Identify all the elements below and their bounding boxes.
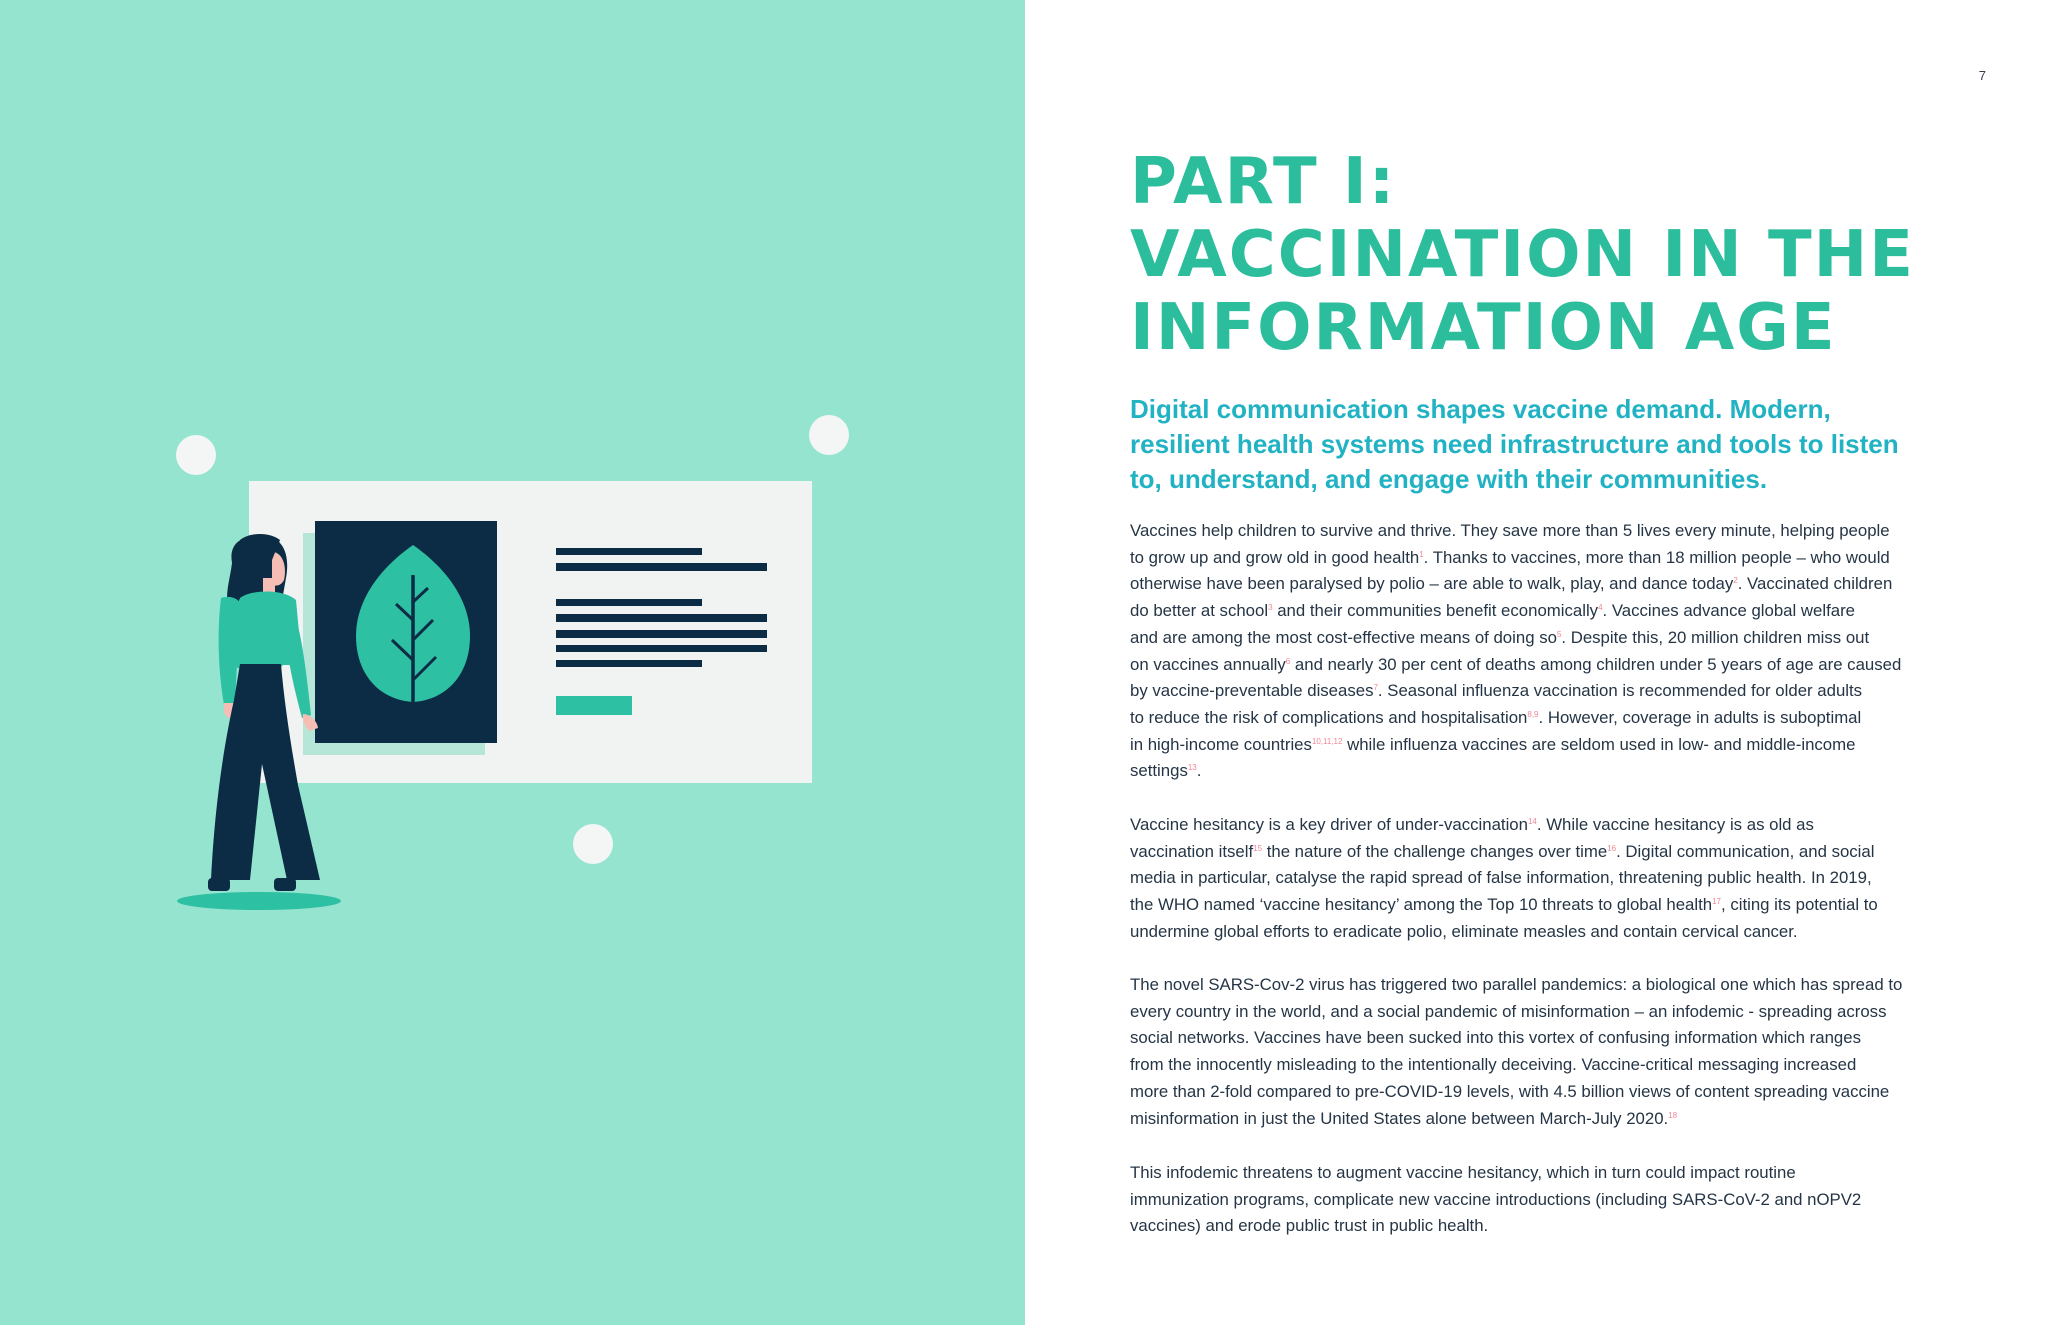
footnote-ref: 4 (1598, 603, 1603, 613)
body-line: more than 2-fold compared to pre-COVID-19 levels, with 4.5 billion views of content spreading vaccine (1130, 1081, 1890, 1101)
body-line: to reduce the risk of complications and hospitalisation$^{8,9}$. However, coverage in adults is suboptimal (1130, 707, 1862, 727)
footnote-ref: 17 (1712, 897, 1721, 907)
footnote-ref: 3 (1268, 603, 1273, 613)
decorative-dot-left (176, 435, 216, 475)
footnote-ref: 7 (1373, 683, 1378, 693)
body-line: do better at school$^3$ and their communities benefit economically$^4$. Vaccines advance global welfare (1130, 601, 1856, 621)
page-number: 7 (1978, 68, 1986, 83)
title-line: PART I: (1130, 145, 1397, 219)
body-line: to grow up and grow old in good health$^1$. Thanks to vaccines, more than 18 million people – who would (1130, 547, 1890, 567)
lead-line: Digital communication shapes vaccine demand. Modern, (1130, 394, 1831, 424)
title-line: VACCINATION IN THE (1130, 218, 1915, 292)
title-line: INFORMATION AGE (1130, 291, 1837, 365)
body-paragraph (1130, 972, 2010, 1132)
footnote-ref: 8,9 (1527, 709, 1539, 719)
body-line: from the innocently misleading to the intentionally deceiving. Vaccine-critical messaging increased (1130, 1055, 1857, 1075)
decorative-dot-bottom (573, 824, 613, 864)
teal-button-shape (556, 696, 632, 715)
body-line: media in particular, catalyse the rapid spread of false information, threatening public health. In 2019, (1130, 868, 1872, 888)
footnote-ref: 5 (1556, 629, 1562, 639)
footnote-ref: 14 (1527, 817, 1537, 826)
body-line: Vaccine hesitancy is a key driver of under-vaccination$^{14}$. While vaccine hesitancy is as old as (1130, 815, 1814, 834)
body-line: The novel SARS-Cov-2 virus has triggered two parallel pandemics: a biological one which has spread to (1130, 975, 1903, 994)
body-line: and are among the most cost-effective means of doing so$^5$. Despite this, 20 million children miss out (1130, 627, 1870, 647)
lead-paragraph (1130, 392, 1990, 497)
body-line: every country in the world, and a social pandemic of misinformation – an infodemic - spreading across (1130, 1001, 1887, 1021)
footnote-ref: 16 (1607, 843, 1617, 853)
body-line: immunization programs, complicate new vaccine introductions (including SARS-CoV-2 and nOPV2 (1130, 1189, 1862, 1209)
body-line: This infodemic threatens to augment vaccine hesitancy, which in turn could impact routine (1130, 1163, 1796, 1182)
body-line: on vaccines annually$^6$ and nearly 30 per cent of deaths among children under 5 years of age are caused (1130, 654, 1902, 674)
footnote-ref: 13 (1187, 763, 1197, 773)
footnote-ref: 15 (1253, 843, 1263, 853)
page-title (1130, 146, 2010, 365)
body-line: otherwise have been paralysed by polio – are able to walk, play, and dance today$^2$. Vaccinated children (1130, 574, 1893, 594)
footnote-ref: 10,11,12 (1311, 736, 1343, 746)
body-line: Vaccines help children to survive and thrive. They save more than 5 lives every minute, helping people (1130, 521, 1890, 540)
footnote-ref: 6 (1285, 656, 1291, 666)
footnote-ref: 2 (1733, 576, 1738, 586)
lead-line: to, understand, and engage with their communities. (1130, 464, 1768, 494)
body-line: vaccines) and erode public trust in public health. (1130, 1216, 1489, 1236)
body-paragraph (1130, 1160, 2010, 1240)
body-line: by vaccine-preventable diseases$^7$. Seasonal influenza vaccination is recommended for older adults (1130, 681, 1863, 701)
footnote-ref: 1 (1419, 549, 1424, 559)
body-line: the WHO named ‘vaccine hesitancy’ among the Top 10 threats to global health$^{17}$, citing its potential to (1130, 895, 1878, 915)
body-line: social networks. Vaccines have been sucked into this vortex of confusing information which ranges (1130, 1028, 1861, 1048)
text-page (1025, 0, 2048, 1325)
body-paragraph (1130, 518, 2010, 785)
decorative-dot-right (809, 415, 849, 455)
body-line: in high-income countries$^{10,11,12}$ while influenza vaccines are seldom used in low- and middle-income (1130, 734, 1856, 754)
footnote-ref: 18 (1668, 1110, 1678, 1120)
lead-line: resilient health systems need infrastructure and tools to listen (1130, 429, 1899, 459)
body-line: misinformation in just the United States alone between March-July 2020.18 (1130, 1108, 1678, 1128)
body-line: settings$^{13}$. (1130, 761, 1202, 781)
body-paragraph (1130, 812, 2010, 946)
body-line: undermine global efforts to eradicate polio, eliminate measles and contain cervical cancer. (1130, 921, 1798, 941)
body-line: vaccination itself$^{15}$ the nature of the challenge changes over time$^{16}$. Digital communication, and social (1130, 841, 1875, 861)
